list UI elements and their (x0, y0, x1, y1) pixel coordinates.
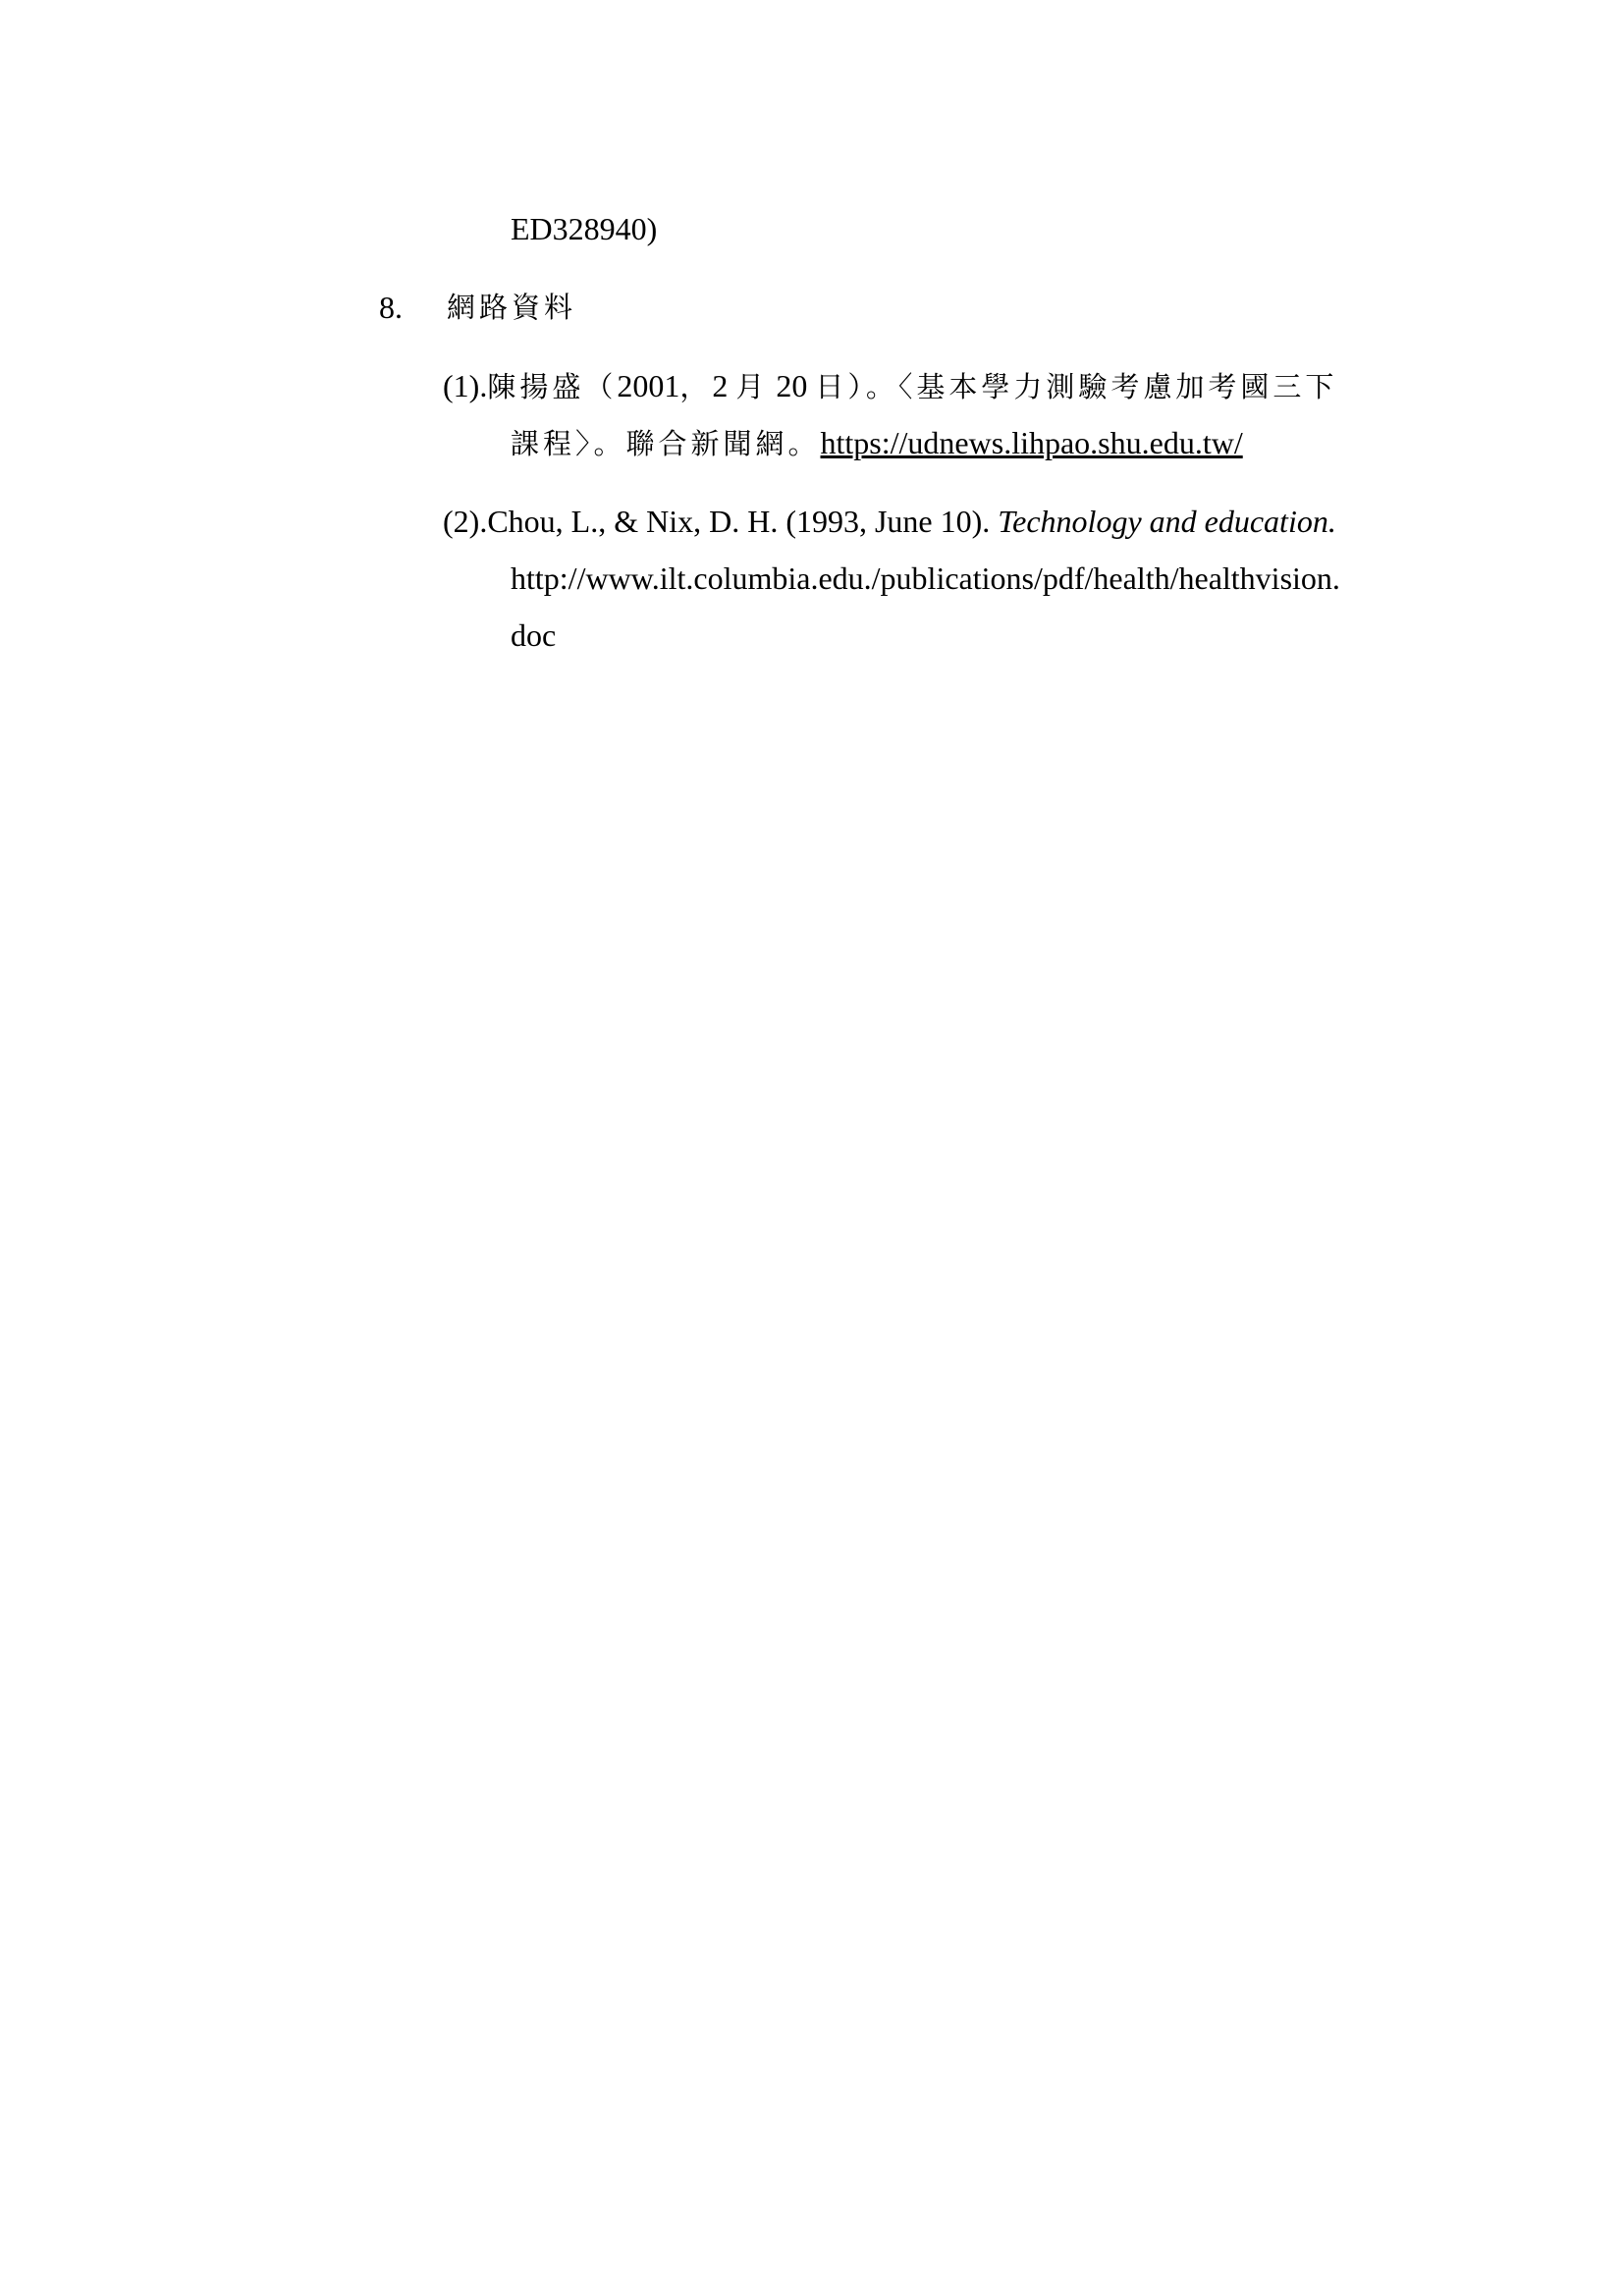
reference-1-prefix: (1). (443, 368, 488, 403)
continuation-id: ED328940) (511, 211, 658, 246)
reference-1-date-comma: ， (679, 370, 713, 403)
reference-1-title-part-2: 課程〉。聯合新聞網。 (511, 427, 821, 460)
reference-1-month-unit: 月 (735, 370, 769, 403)
reference-1-year: 2001 (617, 368, 680, 403)
reference-2-line-3 (511, 615, 556, 655)
reference-2-url-part-1: http://www.ilt.columbia.edu./publications/pdf/health/healthvision. (511, 561, 1340, 596)
reference-1-day-unit: 日 (815, 370, 848, 403)
reference-1-day: 20 (776, 368, 808, 403)
reference-2-prefix: (2). (443, 504, 488, 539)
reference-2-authors-date: Chou, L., & Nix, D. H. (1993, June 10). (487, 504, 999, 539)
section-title: 網路資料 (447, 291, 577, 324)
section-heading (379, 288, 577, 327)
reference-2-line-1 (443, 502, 1336, 541)
reference-1-line-2 (511, 423, 1243, 463)
reference-1-date-open: （ (584, 370, 618, 403)
reference-1-title-part-1: 〈基本學力測驗考慮加考國三下 (897, 370, 1338, 403)
reference-2-url-part-2: doc (511, 617, 557, 653)
continuation-text (511, 209, 657, 248)
reference-1-date-close: ）。 (847, 370, 898, 403)
reference-1-line-1 (443, 366, 1337, 406)
reference-1-month: 2 (712, 368, 729, 403)
reference-2-title: Technology and education. (998, 504, 1336, 539)
reference-1-author: 陳揚盛 (487, 370, 585, 403)
reference-2-line-2 (511, 559, 1340, 598)
section-number: 8. (379, 290, 403, 325)
reference-1-url-link[interactable]: https://udnews.lihpao.shu.edu.tw/ (820, 425, 1243, 460)
